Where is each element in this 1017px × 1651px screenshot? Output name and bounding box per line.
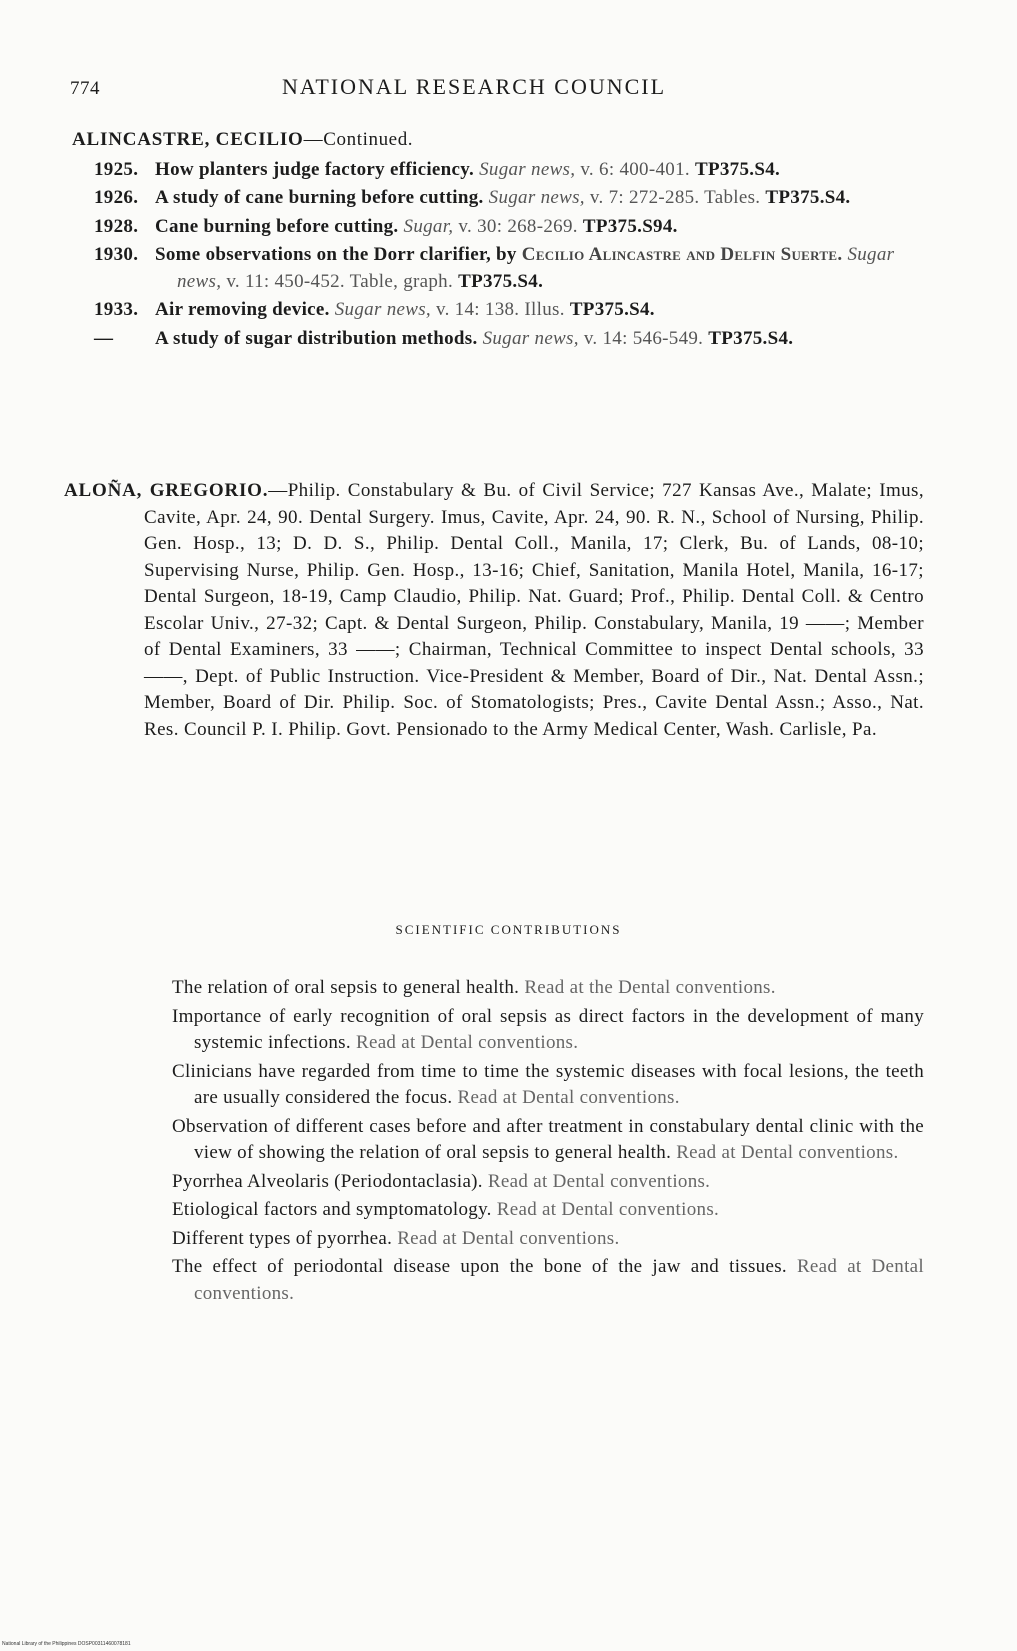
contribution-item: [172, 1169, 924, 1196]
contribution-item: [172, 1197, 924, 1224]
running-title: NATIONAL RESEARCH COUNCIL: [282, 74, 667, 99]
publication-item: [72, 326, 932, 353]
publication-item: [72, 242, 932, 295]
publication-ref: v. 7: 272-285. Tables.: [589, 187, 761, 208]
publication-journal: Sugar,: [403, 215, 454, 237]
contribution-note: Read at Dental conventions.: [496, 1199, 720, 1220]
contribution-title: Pyorrhea Alveolaris (Periodontaclasia).: [172, 1170, 483, 1192]
contribution-title: Observation of different cases before and after treatment in constabulary dental clinic with the view of showing the relation of oral sepsis to general health.: [172, 1115, 924, 1163]
entry-heading: [72, 127, 932, 154]
contribution-note: Read at Dental conventions.: [397, 1227, 620, 1249]
publication-ref: v. 14: 546-549.: [583, 327, 704, 349]
publication-call-number: TP375.S4.: [695, 158, 781, 180]
page-number: 774: [70, 78, 100, 99]
footer-imprint: National Library of the Philippines DOSP00311460078181: [2, 1641, 131, 1647]
publication-ref: v. 14: 138. Illus.: [436, 299, 565, 320]
contribution-item: [172, 975, 924, 1002]
contribution-title: Clinicians have regarded from time to time the systemic diseases with focal lesions, the teeth are usually considered the focus.: [172, 1060, 924, 1108]
publication-item: [72, 214, 932, 241]
publication-item: [72, 297, 932, 324]
contribution-list: [172, 975, 924, 1309]
continued-label: —Continued.: [303, 129, 414, 150]
publication-call-number: TP375.S4.: [569, 299, 655, 320]
contribution-note: Read at Dental conventions.: [487, 1170, 711, 1192]
contribution-note: Read at the Dental conventions.: [524, 977, 776, 998]
contribution-item: [172, 1004, 924, 1057]
publication-list: [72, 157, 932, 353]
contribution-title: The relation of oral sepsis to general health.: [172, 977, 520, 998]
contribution-item: [172, 1059, 924, 1112]
section-heading: SCIENTIFIC CONTRIBUTIONS: [395, 922, 622, 937]
publication-journal: Sugar news,: [479, 158, 576, 180]
publication-call-number: TP375.S94.: [582, 215, 678, 237]
publication-ref: v. 30: 268-269.: [458, 215, 578, 237]
biography-text: —Philip. Constabulary & Bu. of Civil Service; 727 Kansas Ave., Malate; Imus, Cavite, Apr. 24, 90. Dental Surgery. Imus, Cavite, Apr. 24, 90. R. N., School of Nursing, Philip. Gen. Hosp., 13; D. D. S., Philip. Dental Coll., Manila, 17; Clerk, Bu. of Lands, 08-10; Supervising Nurse, Philip. Gen. Hosp., 13-16; Chief, Sanitation, Manila Hotel, Manila, 16-17; Dental Surgeon, 18-19, Camp Claudio, Philip. Nat. Guard; Prof., Philip. Dental Coll. & Centro Escolar Univ., 27-32; Capt. & Dental Surgeon, Philip. Constabulary, Manila, 19 ——; Member of Dental Examiners, 33 ——; Chairman, Technical Committee to inspect Dental schools, 33 ——, Dept. of Public Instruction. Vice-President & Member, Board of Dir., Nat. Dental Assn.; Member, Board of Dir. Philip. Soc. of Stomatologists; Pres., Cavite Dental Assn.; Asso., Nat. Res. Council P. I. Philip. Govt. Pensionado to the Army Medical Center, Wash. Carlisle, Pa.: [144, 480, 925, 740]
contribution-title: The effect of periodontal disease upon the bone of the jaw and tissues.: [172, 1256, 787, 1277]
publication-journal: Sugar news,: [334, 299, 431, 320]
publication-journal: Sugar news,: [488, 187, 585, 208]
publication-title: A study of cane burning before cutting.: [155, 187, 484, 208]
publication-authors: Cecilio Alincastre and Delfin Suerte.: [521, 244, 843, 265]
publication-year: 1925.: [94, 158, 139, 180]
biography-paragraph: [64, 478, 924, 743]
entry-alona: [64, 478, 924, 743]
contribution-note: Read at Dental conventions.: [676, 1142, 899, 1163]
publication-item: [72, 185, 932, 212]
entry-name: ALINCASTRE, CECILIO: [72, 129, 304, 150]
contribution-item: [172, 1254, 924, 1307]
publication-title: Some observations on the Dorr clarifier, by: [155, 244, 517, 265]
publication-year: 1926.: [94, 187, 139, 208]
publication-call-number: TP375.S4.: [458, 270, 544, 292]
publication-year: 1930.: [94, 244, 139, 265]
publication-ref: v. 6: 400-401.: [580, 158, 690, 180]
publication-title: Cane burning before cutting.: [155, 215, 399, 237]
publication-year: —: [94, 327, 114, 349]
entry-alincastre: [72, 127, 932, 354]
publication-year: 1928.: [94, 215, 139, 237]
publication-year: 1933.: [94, 299, 139, 320]
contribution-note: Read at Dental conventions.: [355, 1032, 579, 1053]
publication-title: Air removing device.: [155, 299, 330, 320]
entry-name: ALOÑA, GREGORIO.: [64, 480, 269, 501]
publication-journal: Sugar news,: [482, 327, 579, 349]
contribution-item: [172, 1226, 924, 1253]
contribution-title: Different types of pyorrhea.: [172, 1227, 393, 1249]
running-head: [70, 74, 950, 104]
publication-journal: Sugar news,: [177, 244, 895, 292]
contribution-title: Etiological factors and symptomatology.: [172, 1199, 492, 1220]
publication-title: A study of sugar distribution methods.: [155, 327, 478, 349]
publication-ref: v. 11: 450-452. Table, graph.: [226, 270, 454, 292]
contribution-item: [172, 1114, 924, 1167]
publication-title: How planters judge factory efficiency.: [155, 158, 475, 180]
contribution-title: Importance of early recognition of oral sepsis as direct factors in the development of many systemic infections.: [172, 1005, 924, 1053]
contribution-note: Read at Dental conventions.: [194, 1256, 924, 1304]
publication-call-number: TP375.S4.: [765, 187, 851, 208]
publication-item: [72, 157, 932, 184]
publication-call-number: TP375.S4.: [708, 327, 794, 349]
contribution-note: Read at Dental conventions.: [457, 1087, 680, 1108]
